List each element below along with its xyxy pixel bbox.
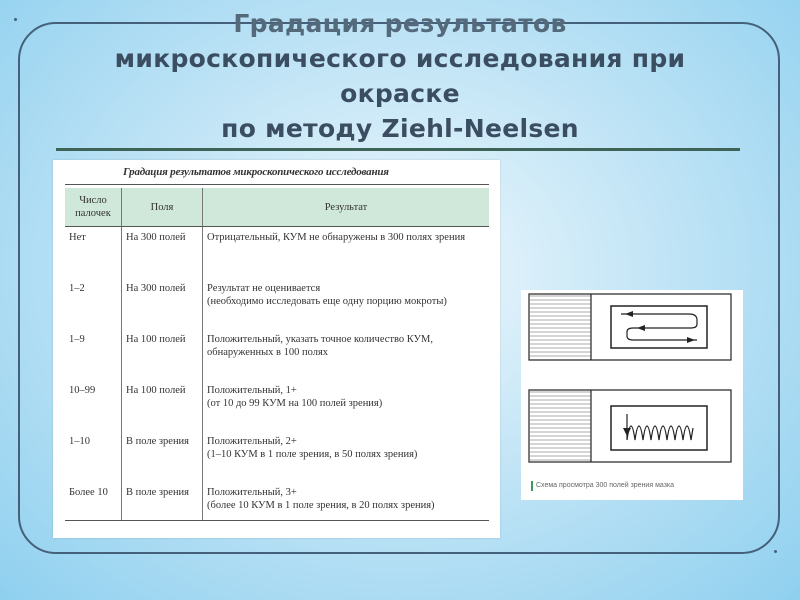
result-main: Положительный, указать точное количество КУМ, <box>207 334 433 345</box>
table-row <box>65 431 489 482</box>
cell-fields: На 300 полей <box>122 278 203 329</box>
cell-count: 1–9 <box>65 329 122 380</box>
smear-scan-svg <box>521 290 743 480</box>
cell-count: Нет <box>65 227 122 279</box>
grading-table <box>65 188 489 521</box>
slide-top <box>529 294 731 360</box>
cell-fields: В поле зрения <box>122 431 203 482</box>
cell-result <box>203 329 490 380</box>
slide-title <box>0 6 800 146</box>
diagram-caption: Схема просмотра 300 полей зрения мазка <box>531 481 746 491</box>
header-fields: Поля <box>122 188 203 227</box>
cell-result <box>203 431 490 482</box>
caption-divider <box>65 184 489 185</box>
cell-fields: На 100 полей <box>122 380 203 431</box>
cell-fields: На 300 полей <box>122 227 203 279</box>
cell-result <box>203 278 490 329</box>
cell-count: 10–99 <box>65 380 122 431</box>
title-divider <box>56 148 740 151</box>
table-header-row <box>65 188 489 227</box>
cell-result <box>203 227 490 279</box>
result-main: Отрицательный, КУМ не обнаружены в 300 полях зрения <box>207 232 466 243</box>
title-line-3: окраске <box>340 79 460 108</box>
table-row <box>65 380 489 431</box>
table-row <box>65 329 489 380</box>
result-main: Положительный, 2+ <box>207 436 297 447</box>
table-row <box>65 227 489 279</box>
table-row <box>65 278 489 329</box>
result-main: Положительный, 1+ <box>207 385 297 396</box>
result-note: (более 10 КУМ в 1 поле зрения, в 20 полях зрения) <box>207 500 435 511</box>
title-line-4: по методу Ziehl-Neelsen <box>221 114 579 143</box>
cell-result <box>203 482 490 521</box>
table-caption: Градация результатов микроскопического исследования <box>123 166 389 178</box>
slide-top-label-area <box>530 295 591 359</box>
table-row <box>65 482 489 521</box>
corner-dot <box>774 550 777 553</box>
header-result: Результат <box>203 188 490 227</box>
smear-scan-diagram <box>521 290 743 500</box>
header-count: Число палочек <box>65 188 122 227</box>
cell-result <box>203 380 490 431</box>
result-note: обнаруженных в 100 полях <box>207 347 329 358</box>
title-line-1: Градация результатов <box>233 9 567 38</box>
slide-bottom <box>529 390 731 462</box>
title-line-2: микроскопического исследования при <box>114 44 686 73</box>
grading-table-card <box>53 160 500 538</box>
result-note: (необходимо исследовать еще одну порцию мокроты) <box>207 296 447 307</box>
cell-count: 1–10 <box>65 431 122 482</box>
cell-fields: В поле зрения <box>122 482 203 521</box>
cell-fields: На 100 полей <box>122 329 203 380</box>
cell-count: Более 10 <box>65 482 122 521</box>
cell-count: 1–2 <box>65 278 122 329</box>
result-main: Положительный, 3+ <box>207 487 297 498</box>
result-note: (1–10 КУМ в 1 поле зрения, в 50 полях зрения) <box>207 449 418 460</box>
slide-bottom-label-area <box>530 391 591 461</box>
result-note: (от 10 до 99 КУМ на 100 полей зрения) <box>207 398 383 409</box>
result-main: Результат не оценивается <box>207 283 321 294</box>
